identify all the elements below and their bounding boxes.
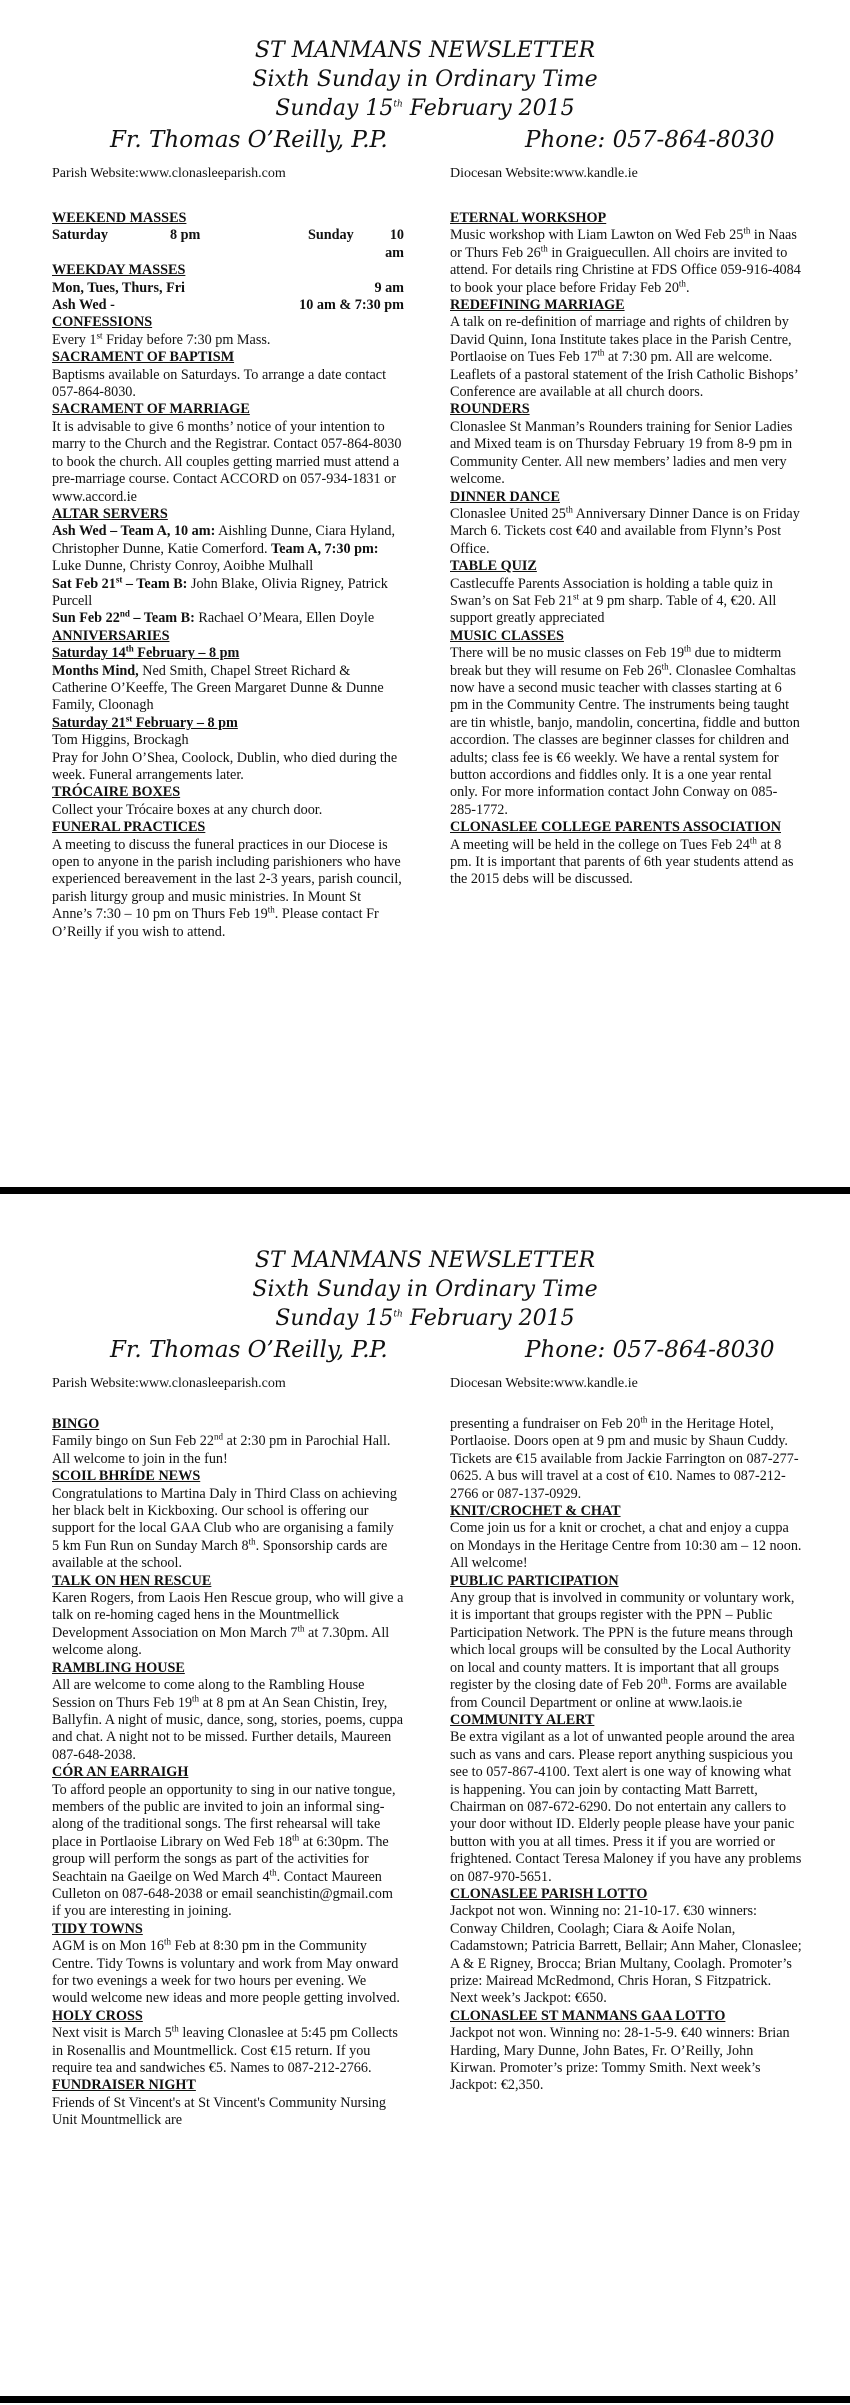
section-heading: CONFESSIONS	[52, 314, 153, 331]
section-heading: TRÓCAIRE BOXES	[52, 784, 181, 801]
section-heading: WEEKDAY MASSES	[52, 262, 186, 279]
section-body: A meeting to discuss the funeral practices in our Diocese is open to anyone in the parish including parishioners who have experienced bereavement in the last 2-3 years, parish council, parish liturgy group and music ministries. In Mount St Anne’s 7:30 – 10 pm on Thurs Feb 19th. Please contact Fr O’Reilly if you wish to attend.	[52, 836, 402, 940]
section-heading: CÓR AN EARRAIGH	[52, 1764, 189, 1781]
section-body: A meeting will be held in the college on Tues Feb 24th at 8 pm. It is important that parents of 6th year students attend as the 2015 debs will be discussed.	[450, 834, 794, 888]
parish-website: Parish Website:www.clonasleeparish.com	[52, 1376, 286, 1391]
section-body: Every 1st Friday before 7:30 pm Mass.	[52, 330, 271, 348]
section-body: Ash Wed – Team A, 10 am: Aishling Dunne, Ciara Hyland, Christopher Dunne, Katie Comerford. Team A, 7:30 pm: Luke Dunne, Christy Conroy, Aoibhe Mulhall	[52, 523, 396, 575]
section-body: Family bingo on Sun Feb 22nd at 2:30 pm in Parochial Hall. All welcome to join in the fun!	[52, 1431, 391, 1467]
newsletter-page-2	[0, 1198, 850, 2396]
section-body: There will be no music classes on Feb 19th due to midterm break but they will resume on Feb 26th. Clonaslee Comhaltas now have a second music teacher with classes starting at 6 pm in the Community Centre. The instruments being taught are tin whistle, banjo, mandolin, concertina, fiddle and button accordion. The classes are beginner classes for children and adults; class fee is €6 weekly. We have a rental system for button accordions and fiddles only. It is a one year rental only. For more information contact John Conway on 085-285-1772.	[450, 643, 800, 818]
section-body: Collect your Trócaire boxes at any church door.	[52, 801, 323, 818]
phone-number: Phone: 057-864-8030	[525, 127, 775, 153]
section-heading: CLONASLEE COLLEGE PARENTS ASSOCIATION	[450, 819, 781, 836]
newsletter-title: ST MANMANS NEWSLETTER	[254, 1248, 596, 1273]
phone-number: Phone: 057-864-8030	[525, 1337, 775, 1363]
section-body: Clonaslee St Manman’s Rounders training for Senior Ladies and Mixed team is on Thursday February 19 from 8-9 pm in Community Center. All new members’ ladies and men very welcome.	[450, 418, 793, 488]
section-body: Congratulations to Martina Daly in Third Class on achieving her black belt in Kickboxing. Our school is offering our support for the local GAA Club who are organising a family 5 km Fun Run on Sunday March 8th. Sponsorship cards are available at the school.	[52, 1485, 397, 1572]
section-body: Tom Higgins, Brockagh	[52, 732, 189, 749]
section-heading: FUNDRAISER NIGHT	[52, 2077, 196, 2094]
occasion: Sixth Sunday in Ordinary Time	[252, 67, 598, 92]
diocesan-website: Diocesan Website:www.kandle.ie	[450, 1376, 638, 1391]
section-heading: MUSIC CLASSES	[450, 627, 564, 644]
section-heading: FUNERAL PRACTICES	[52, 819, 206, 836]
priest-name: Fr. Thomas O’Reilly, P.P.	[110, 1337, 388, 1363]
section-heading: KNIT/CROCHET & CHAT	[450, 1503, 621, 1520]
section-heading: ALTAR SERVERS	[52, 505, 168, 522]
section-heading: CLONASLEE PARISH LOTTO	[450, 1885, 648, 1902]
issue-date: Sunday 15th February 2015	[275, 1306, 575, 1331]
occasion: Sixth Sunday in Ordinary Time	[252, 1277, 598, 1302]
parish-website: Parish Website:www.clonasleeparish.com	[52, 166, 286, 181]
section-body: Any group that is involved in community or voluntary work, it is important that groups register with the PPN – Public Participation Network. The PPN is the future means through which local groups will be consulted by the Local Authority on local and county matters. It is important that all groups register by the closing date of Feb 20th. Forms are available from Council Department or online at www.laois.ie	[450, 1590, 795, 1711]
priest-name: Fr. Thomas O’Reilly, P.P.	[110, 127, 388, 153]
section-heading: SCOIL BHRÍDE NEWS	[52, 1468, 201, 1485]
section-body: It is advisable to give 6 months’ notice of your intention to marry to the Church and the Registrar. Contact 057-864-8030 to book the church. All couples getting married must attend a pre-marriage course. Contact ACCORD on 057-934-1831 or www.accord.ie	[52, 418, 402, 505]
section-heading: PUBLIC PARTICIPATION	[450, 1572, 619, 1589]
section-body: Come join us for a knit or crochet, a chat and enjoy a cuppa on Mondays in the Heritage Centre from 10:30 am – 12 noon. All welcome!	[450, 1520, 802, 1572]
newsletter-title: ST MANMANS NEWSLETTER	[254, 38, 596, 63]
section-body: Sun Feb 22nd – Team B: Rachael O’Meara, Ellen Doyle	[52, 608, 375, 627]
section-body: Jackpot not won. Winning no: 28-1-5-9. €40 winners: Brian Harding, Mary Dunne, John Bates, Fr. O’Reilly, John Kirwan. Promoter’s prize: Tommy Smith. Next week’s Jackpot: €2,350.	[450, 2025, 790, 2094]
section-heading: COMMUNITY ALERT	[450, 1711, 595, 1728]
section-heading: TABLE QUIZ	[450, 558, 537, 575]
anniversary-date: Saturday 21st February – 8 pm	[52, 713, 238, 731]
section-body: Sat Feb 21st – Team B: John Blake, Olivia Rigney, Patrick Purcell	[52, 573, 388, 609]
left-column	[52, 1416, 404, 2130]
section-body: presenting a fundraiser on Feb 20th in the Heritage Hotel, Portlaoise. Doors open at 9 pm and music by Shaun Cuddy. Tickets are €15 available from Jackie Farrington on 087-277-0625. A bus will travel at a cost of €10. Names to 087-212-2766 or 087-137-0929.	[450, 1414, 799, 1502]
section-heading: TIDY TOWNS	[52, 1920, 143, 1937]
section-heading: SACRAMENT OF MARRIAGE	[52, 401, 250, 418]
section-body: Karen Rogers, from Laois Hen Rescue group, who will give a talk on re-homing caged hens in the Mountmellick Development Association on Mon March 7th at 7.30pm. All welcome along.	[52, 1590, 404, 1659]
section-heading: SACRAMENT OF BAPTISM	[52, 349, 235, 366]
section-heading: REDEFINING MARRIAGE	[450, 297, 625, 314]
section-body: A talk on re-definition of marriage and rights of children by David Quinn, Iona Institute takes place in the Parish Centre, Portlaoise on Tues Feb 17th at 7:30 pm. All are welcome. Leaflets of a pastoral statement of the Irish Catholic Bishops’ Conference are available at all church doors.	[450, 314, 798, 401]
section-body: Baptisms available on Saturdays. To arrange a date contact 057-864-8030.	[52, 366, 387, 401]
weekday-mass-row: Mon, Tues, Thurs, Fri 9 am	[52, 279, 404, 296]
section-body: Clonaslee United 25th Anniversary Dinner Dance is on Friday March 6. Tickets cost €40 and available from Flynn’s Post Office.	[450, 504, 800, 557]
section-heading: TALK ON HEN RESCUE	[52, 1572, 212, 1589]
section-heading: HOLY CROSS	[52, 2007, 143, 2024]
anniversary-date: Saturday 14th February – 8 pm	[52, 643, 240, 662]
diocesan-website: Diocesan Website:www.kandle.ie	[450, 166, 638, 181]
section-body: To afford people an opportunity to sing in our native tongue, members of the public are invited to join an informal sing-along of the traditional songs. The first rehearsal will take place in Portlaoise Library on Wed Feb 18th at 6:30pm. The group will perform the songs as part of the activities for Seachtain na Gaeilge on Wed March 4th. Contact Maureen Culleton on 087-648-2038 or email seanchistin@gmail.com if you are interesting in joining.	[52, 1781, 396, 1920]
page-divider	[0, 1187, 850, 1194]
newsletter-page-1	[0, 0, 850, 1185]
section-body: Music workshop with Liam Lawton on Wed Feb 25th in Naas or Thurs Feb 26th in Graiguecullen. All choirs are invited to attend. For details ring Christine at FDS Office 059-916-4084 to book your place before Friday Feb 20th.	[450, 225, 801, 296]
issue-date: Sunday 15th February 2015	[275, 96, 575, 121]
section-body: Friends of St Vincent's at St Vincent's Community Nursing Unit Mountmellick are	[52, 2094, 386, 2129]
section-body: Be extra vigilant as a lot of unwanted people around the area such as vans and cars. Please report anything suspicious you see to 057-867-4100. Text alert is one way of knowing what is happening. You can join by contacting Matt Barrett, Chairman on 087-672-6290. Do not entertain any callers to your door without ID. Elderly people please have your panic button with you at all times. Press it if you are worried or frightened. Contact Teresa Maloney if you have any problems on 087-970-5651.	[450, 1729, 802, 1885]
section-body: All are welcome to come along to the Rambling House Session on Thurs Feb 19th at 8 pm at An Sean Chistin, Irey, Ballyfin. A night of music, dance, song, stories, poems, cuppa and chat. A night not to be missed. Further details, Maureen 087-648-2038.	[52, 1677, 404, 1763]
section-body: Jackpot not won. Winning no: 21-10-17. €30 winners: Conway Children, Coolagh; Ciara & Aoife Nolan, Cadamstown; Patricia Barrett, Bellair; Ann Maher, Clonaslee; A & E Rigney, Brocca; Brian Multany, Coolagh. Promoter’s prize: Mairead McRedmond, Chris Horan, S Fitzpatrick. Next week’s Jackpot: €650.	[450, 1903, 802, 2007]
ash-wed-row: Ash Wed - 10 am & 7:30 pm	[52, 297, 404, 314]
right-column	[450, 1416, 802, 2095]
section-heading: ROUNDERS	[450, 401, 530, 418]
section-heading: CLONASLEE ST MANMANS GAA LOTTO	[450, 2007, 726, 2024]
section-heading: BINGO	[52, 1416, 100, 1432]
section-body: Pray for John O’Shea, Coolock, Dublin, who died during the week. Funeral arrangements later.	[52, 749, 398, 783]
right-column	[450, 210, 802, 889]
section-heading: WEEKEND MASSES	[52, 210, 187, 226]
page-bottom-rule	[0, 2396, 850, 2403]
section-heading: DINNER DANCE	[450, 488, 560, 505]
section-heading: RAMBLING HOUSE	[52, 1659, 185, 1676]
weekend-mass-row: Saturday 8 pm Sunday 10 am	[52, 227, 404, 261]
section-body: Months Mind, Ned Smith, Chapel Street Richard & Catherine O’Keeffe, The Green Margaret Dunne & Dunne Family, Cloonagh	[52, 662, 384, 714]
section-body: AGM is on Mon 16th Feb at 8:30 pm in the Community Centre. Tidy Towns is voluntary and work from May onward for two evenings a week for two hours per evening. We would welcome new ideas and more people getting involved.	[52, 1936, 400, 2007]
section-heading: ANNIVERSARIES	[52, 627, 170, 644]
section-heading: ETERNAL WORKSHOP	[450, 210, 607, 226]
left-column	[52, 210, 404, 941]
section-body: Castlecuffe Parents Association is holding a table quiz in Swan’s on Sat Feb 21st at 9 pm sharp. Table of 4, €20. All support greatly appreciated	[450, 575, 777, 627]
section-body: Next visit is March 5th leaving Clonaslee at 5:45 pm Collects in Rosenallis and Mountmellick. Cost €15 return. If you require tea and sandwiches €5. Names to 087-212-2766.	[52, 2023, 398, 2077]
